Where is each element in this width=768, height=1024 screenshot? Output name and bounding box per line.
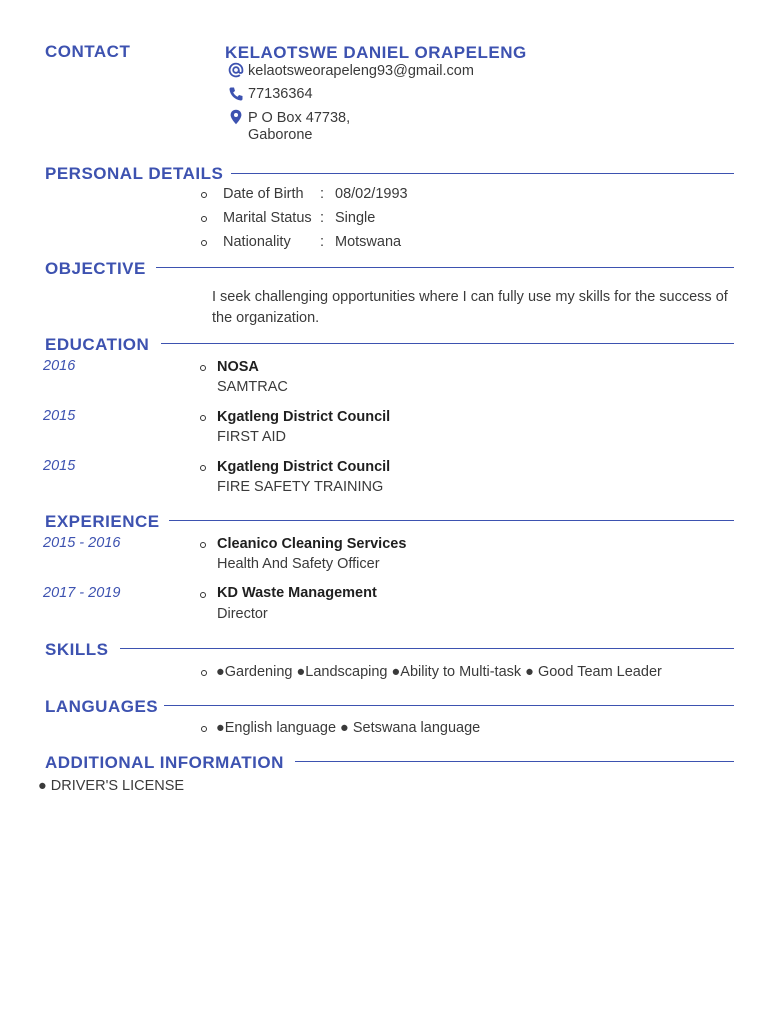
bullet-icon bbox=[201, 726, 207, 732]
section-divider bbox=[161, 343, 734, 344]
education-detail: FIRST AID bbox=[217, 429, 287, 445]
phone-icon bbox=[228, 86, 244, 102]
education-year: 2016 bbox=[43, 358, 76, 374]
education-title: Kgatleng District Council bbox=[217, 459, 391, 475]
at-icon bbox=[228, 62, 244, 78]
section-divider bbox=[120, 648, 734, 649]
experience-years: 2017 - 2019 bbox=[43, 585, 121, 601]
bullet-icon bbox=[200, 592, 206, 598]
personal-separator: : bbox=[320, 186, 325, 202]
section-divider bbox=[231, 173, 734, 174]
section-divider bbox=[164, 705, 734, 706]
bullet-icon bbox=[200, 365, 206, 371]
bullet-icon bbox=[200, 415, 206, 421]
bullet-icon bbox=[201, 216, 207, 222]
personal-details-heading: PERSONAL DETAILS bbox=[45, 164, 224, 183]
section-divider bbox=[169, 520, 734, 521]
bullet-icon bbox=[200, 542, 206, 548]
education-title: NOSA bbox=[217, 359, 259, 375]
personal-value: Single bbox=[335, 210, 376, 226]
education-title: Kgatleng District Council bbox=[217, 409, 391, 425]
personal-value: 08/02/1993 bbox=[335, 186, 408, 202]
skills-heading: SKILLS bbox=[45, 640, 109, 659]
personal-label: Nationality bbox=[223, 234, 291, 250]
education-year: 2015 bbox=[43, 458, 76, 474]
location-pin-icon bbox=[229, 109, 243, 125]
contact-heading: CONTACT bbox=[45, 42, 131, 61]
experience-heading: EXPERIENCE bbox=[45, 512, 160, 531]
personal-label: Date of Birth bbox=[223, 186, 304, 202]
skills-list: ●Gardening ●Landscaping ●Ability to Multi-task ● Good Team Leader bbox=[216, 664, 662, 680]
contact-address-line1: P O Box 47738, bbox=[248, 110, 351, 126]
bullet-icon bbox=[201, 192, 207, 198]
additional-information-heading: ADDITIONAL INFORMATION bbox=[45, 753, 284, 772]
experience-employer: KD Waste Management bbox=[217, 585, 377, 601]
personal-label: Marital Status bbox=[223, 210, 312, 226]
experience-role: Health And Safety Officer bbox=[217, 556, 380, 572]
contact-email[interactable]: kelaotsweorapeleng93@gmail.com bbox=[248, 63, 474, 79]
additional-information-item: ● DRIVER'S LICENSE bbox=[38, 778, 185, 794]
section-divider bbox=[156, 267, 734, 268]
section-divider bbox=[295, 761, 734, 762]
personal-value: Motswana bbox=[335, 234, 402, 250]
bullet-icon bbox=[201, 670, 207, 676]
education-heading: EDUCATION bbox=[45, 335, 150, 354]
experience-employer: Cleanico Cleaning Services bbox=[217, 536, 407, 552]
education-detail: SAMTRAC bbox=[217, 379, 288, 395]
education-year: 2015 bbox=[43, 408, 76, 424]
personal-separator: : bbox=[320, 234, 325, 250]
bullet-icon bbox=[201, 240, 207, 246]
objective-heading: OBJECTIVE bbox=[45, 259, 146, 278]
personal-separator: : bbox=[320, 210, 325, 226]
contact-phone: 77136364 bbox=[248, 86, 313, 102]
languages-heading: LANGUAGES bbox=[45, 697, 159, 716]
bullet-icon bbox=[200, 465, 206, 471]
objective-text: I seek challenging opportunities where I can fully use my skills for the success of the organization. bbox=[212, 289, 728, 326]
education-detail: FIRE SAFETY TRAINING bbox=[217, 479, 384, 495]
contact-address-line2: Gaborone bbox=[248, 127, 313, 143]
person-name: KELAOTSWE DANIEL ORAPELENG bbox=[225, 43, 527, 62]
experience-role: Director bbox=[217, 606, 268, 622]
experience-years: 2015 - 2016 bbox=[43, 535, 121, 551]
languages-list: ●English language ● Setswana language bbox=[216, 720, 481, 736]
